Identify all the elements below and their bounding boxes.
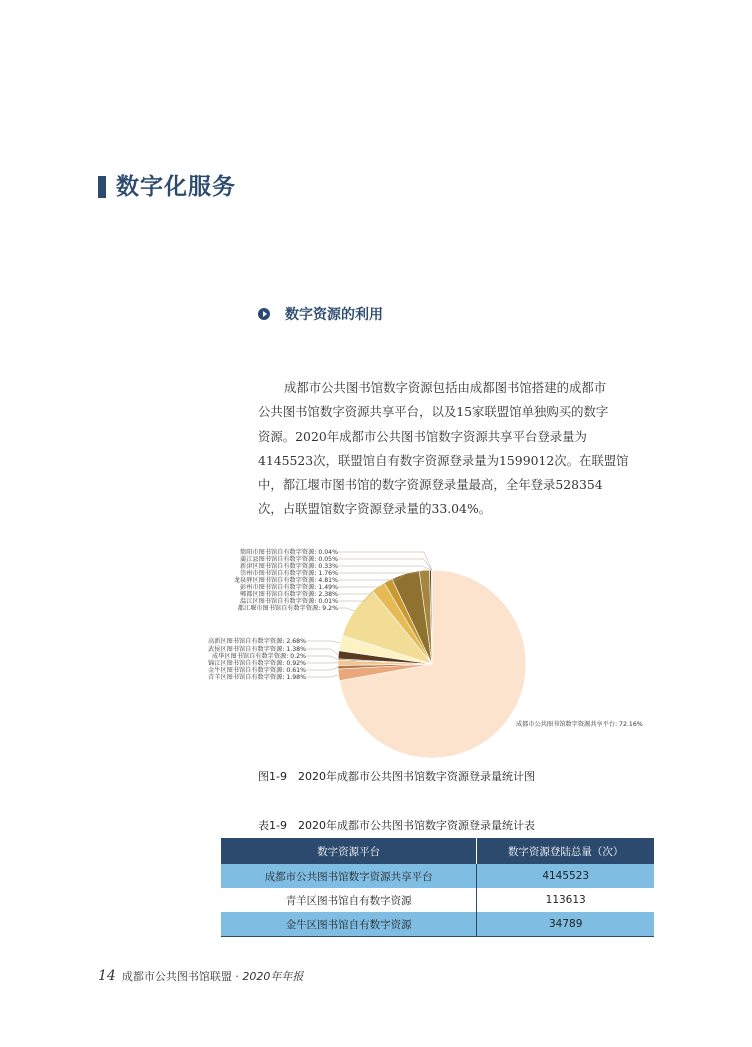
slice-label: 成都市公共图书馆数字资源共享平台: 72.16% xyxy=(516,721,643,728)
table-header-row xyxy=(221,838,654,864)
section-title: 数字化服务 xyxy=(116,174,236,200)
footer-year-report: 2020年年报 xyxy=(242,970,304,983)
section-marker xyxy=(98,176,106,198)
slice-label: 高新区图书馆自有数字资源: 2.68% xyxy=(208,638,306,645)
chart-caption: 图1-9 2020年成都市公共图书馆数字资源登录量统计图 xyxy=(258,770,535,783)
leader-line xyxy=(338,559,432,570)
play-bullet-icon xyxy=(258,308,270,320)
slice-label: 金牛区图书馆自有数字资源: 0.61% xyxy=(208,667,306,674)
paragraph-line: 中，都江堰市图书馆的数字资源登录量最高，全年登录528354 xyxy=(258,477,603,493)
slice-label: 蒲江县图书馆自有数字资源: 0.05% xyxy=(240,556,338,563)
table-caption: 表1-9 2020年成都市公共图书馆数字资源登录量统计表 xyxy=(258,819,535,832)
table-row xyxy=(221,912,654,937)
paragraph-line: 公共图书馆数字资源共享平台，以及15家联盟馆单独购买的数字 xyxy=(258,404,609,420)
table-cell: 成都市公共图书馆数字资源共享平台 xyxy=(221,864,477,888)
paragraph-line: 资源。2020年成都市公共图书馆数字资源共享平台登录量为 xyxy=(258,428,587,444)
paragraph-line: 次，占联盟馆数字资源登录量的33.04%。 xyxy=(258,501,492,517)
paragraph-line: 4145523次，联盟馆自有数字资源登录量为1599012次。在联盟馆 xyxy=(258,452,629,468)
slice-label: 武侯区图书馆自有数字资源: 1.38% xyxy=(208,646,306,653)
slice-label: 青羊区图书馆自有数字资源: 1.98% xyxy=(208,674,306,681)
leader-line xyxy=(306,641,340,643)
data-table xyxy=(221,838,654,937)
table-cell: 金牛区图书馆自有数字资源 xyxy=(221,912,477,937)
slice-label: 成华区图书馆自有数字资源: 0.2% xyxy=(211,653,306,660)
slice-label: 龙泉驿区图书馆自有数字资源: 4.81% xyxy=(233,577,338,584)
table-row xyxy=(221,864,654,888)
slice-label: 崇州市图书馆自有数字资源: 1.76% xyxy=(240,570,338,577)
page-number: 14 xyxy=(98,968,116,984)
slice-label: 郫都区图书馆自有数字资源: 2.38% xyxy=(240,591,338,598)
slice-label: 锦江区图书馆自有数字资源: 0.92% xyxy=(208,660,306,667)
slice-label: 都江堰市图书馆自有数字资源: 9.2% xyxy=(237,605,338,612)
subsection-title: 数字资源的利用 xyxy=(285,307,383,323)
leader-line xyxy=(306,667,338,670)
footer-text: 成都市公共图书馆联盟 · xyxy=(121,970,243,983)
page-footer xyxy=(98,968,303,984)
slice-label: 新津区图书馆自有数字资源: 0.33% xyxy=(240,563,338,570)
table-cell: 113613 xyxy=(477,888,654,912)
leader-line xyxy=(306,675,339,677)
slice-label: 简阳市图书馆自有数字资源: 0.04% xyxy=(240,549,338,556)
table-cell: 34789 xyxy=(477,912,654,937)
leader-line xyxy=(306,656,338,660)
slice-label: 温江区图书馆自有数字资源: 0.01% xyxy=(240,598,338,605)
table-row xyxy=(221,888,654,912)
leader-line xyxy=(306,649,339,655)
pie-chart xyxy=(208,540,660,762)
leader-line xyxy=(338,608,354,611)
body-paragraph xyxy=(258,376,658,522)
table-cell: 青羊区图书馆自有数字资源 xyxy=(221,888,477,912)
leader-line xyxy=(338,552,432,570)
table-cell: 4145523 xyxy=(477,864,654,888)
paragraph-line: 成都市公共图书馆数字资源包括由成都图书馆搭建的成都市 xyxy=(284,380,607,395)
column-header: 数字资源登陆总量（次） xyxy=(477,838,654,864)
column-header: 数字资源平台 xyxy=(221,838,477,864)
slice-label: 彭州市图书馆自有数字资源: 1.49% xyxy=(240,584,338,591)
leader-line xyxy=(338,566,431,570)
